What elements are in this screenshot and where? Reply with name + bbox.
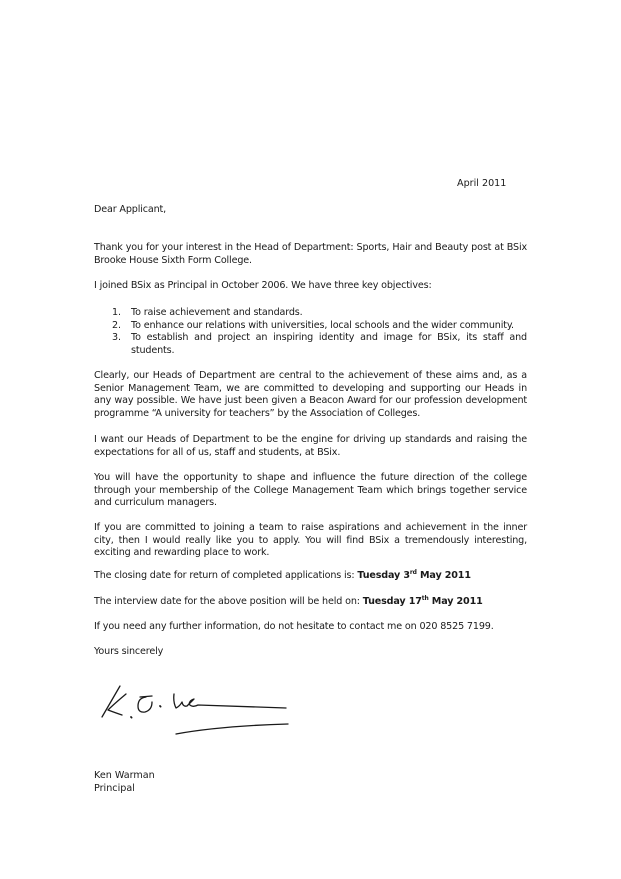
signer-name: Ken Warman bbox=[94, 770, 155, 781]
heads-paragraph: Clearly, our Heads of Department are central to the achievement of these aims and, as a Senior Management Team, we are committed to developing and supporting our Heads in any way possible. We have just been given a Beacon Award for our profession development programme “A university for teachers” by the Association of Colleges. bbox=[94, 370, 527, 419]
signature-image bbox=[100, 680, 300, 750]
opportunity-paragraph: You will have the opportunity to shape and influence the future direction of the college through your membership of the College Management Team which brings together service and curriculum managers. bbox=[94, 472, 527, 509]
objective-item bbox=[112, 332, 527, 357]
commitment-paragraph: If you are committed to joining a team to raise aspirations and achievement in the inner city, then I would really like you to apply. You will find BSix a tremendously interesting, exciting and rewarding place to work. bbox=[94, 522, 527, 559]
objective-number: 1. bbox=[112, 307, 121, 318]
objective-item bbox=[112, 319, 527, 333]
signer-title: Principal bbox=[94, 782, 135, 794]
objectives-list bbox=[94, 307, 527, 357]
letter-date: April 2011 bbox=[457, 178, 507, 189]
salutation: Dear Applicant, bbox=[94, 204, 167, 215]
interview-date-line bbox=[94, 596, 527, 609]
closing-date-label: The closing date for return of completed applications is: bbox=[94, 570, 358, 581]
principal-paragraph: I joined BSix as Principal in October 2006. We have three key objectives: bbox=[94, 280, 432, 291]
objective-item bbox=[112, 307, 527, 320]
objective-text: To establish and project an inspiring identity and image for BSix, its staff and students. bbox=[131, 332, 527, 356]
interview-date-label: The interview date for the above position will be held on: bbox=[94, 596, 363, 607]
contact-paragraph: If you need any further information, do not hesitate to contact me on 020 8525 7199. bbox=[94, 621, 494, 632]
closing-date-value: Tuesday 3rd May 2011 bbox=[357, 569, 471, 581]
intro-paragraph: Thank you for your interest in the Head of Department: Sports, Hair and Beauty post at BSix Brooke House Sixth Form College. bbox=[94, 242, 527, 266]
objective-number: 3. bbox=[112, 332, 121, 344]
engine-paragraph: I want our Heads of Department to be the engine for driving up standards and raising the expectations for all of us, staff and students, at BSix. bbox=[94, 434, 527, 458]
objective-text: To enhance our relations with universities, local schools and the wider community. bbox=[131, 319, 514, 331]
signer-block bbox=[94, 770, 155, 795]
objective-number: 2. bbox=[112, 319, 121, 331]
signoff: Yours sincerely bbox=[94, 646, 164, 657]
closing-date-line bbox=[94, 570, 527, 583]
interview-date-value: Tuesday 17th May 2011 bbox=[362, 595, 483, 607]
objective-text: To raise achievement and standards. bbox=[131, 307, 303, 318]
